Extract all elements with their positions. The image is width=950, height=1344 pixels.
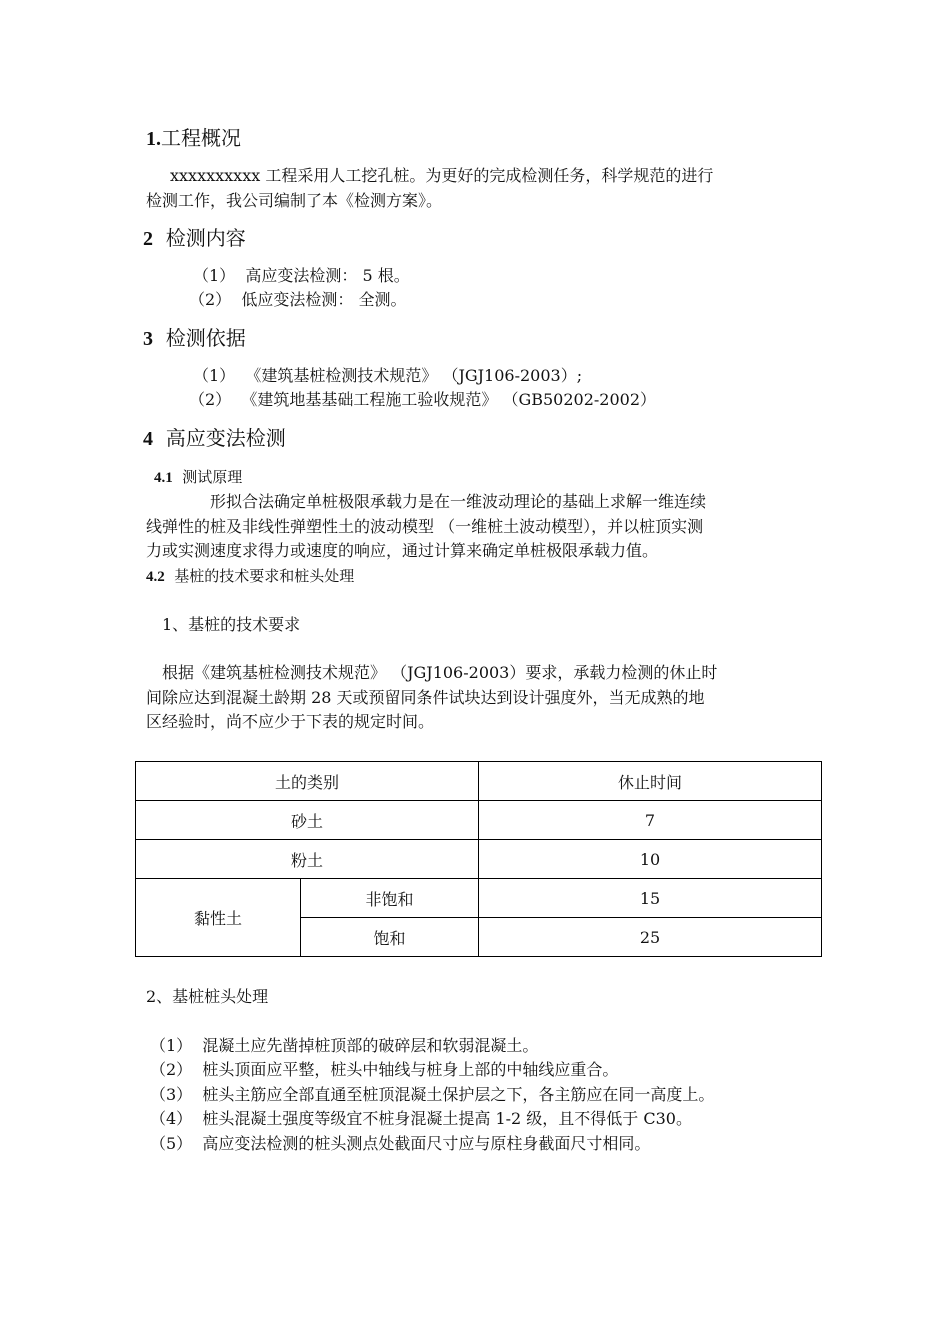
section-1-para-line1: xxxxxxxxxx 工程采用人工挖孔桩。为更好的完成检测任务，科学规范的进行 [170,166,714,185]
header-rest-time: 休止时间 [479,762,822,801]
item-number: （2） [189,290,232,309]
section-3-item [189,388,656,412]
item-number: （1） [193,266,236,285]
subsection-4-2-heading [146,565,354,586]
principle-line: 线弹性的桩及非线性弹塑性土的波动模型 （一维桩土波动模型），并以桩顶实测 [146,517,704,536]
item-text: 桩头混凝土强度等级宜不桩身混凝土提高 1-2 级，且不得低于 C30。 [202,1109,692,1128]
requirement-line: 间除应达到混凝土龄期 28 天或预留同条件试块达到设计强度外，当无成熟的地 [146,688,705,707]
clay-soil-cell: 黏性土 [136,879,301,957]
pile-head-item [150,1034,538,1058]
section-2-item [193,264,410,288]
table-row [136,801,822,840]
rest-time-cell: 7 [479,801,822,840]
table-row [136,879,822,918]
item-number: （5） [150,1134,193,1153]
table-header-row [136,762,822,801]
pile-head-item [150,1058,618,1082]
item-text: 《建筑地基基础工程施工验收规范》 （GB50202-2002） [241,390,657,409]
item-number: （1） [150,1036,193,1055]
rest-time-cell: 10 [479,840,822,879]
section-1-heading [146,122,241,151]
section-1-para-line2: 检测工作，我公司编制了本《检测方案》。 [146,191,443,210]
item-number: （2） [189,390,232,409]
principle-line: 力或实测速度求得力或速度的响应，通过计算来确定单桩极限承载力值。 [146,541,659,560]
pile-head-item [150,1107,692,1131]
rest-time-table [135,761,822,957]
item-text: 混凝土应先凿掉桩顶部的破碎层和软弱混凝土。 [202,1036,539,1055]
item-text: 高应变法检测： 5 根。 [245,266,410,285]
requirement-line: 根据《建筑基桩检测技术规范》 （JGJ106-2003）要求，承载力检测的休止时 [162,663,718,682]
item-number: （4） [150,1109,193,1128]
table-row [136,840,822,879]
section-2-title: 检测内容 [165,226,246,250]
item-text: 桩头顶面应平整，桩头中轴线与桩身上部的中轴线应重合。 [202,1060,619,1079]
section-3-title: 检测依据 [165,326,246,350]
section-1-number: 1. [146,128,161,150]
rest-time-cell: 25 [479,918,822,957]
clay-subtype-cell: 非饱和 [301,879,479,918]
section-2-heading [143,222,246,251]
item-number: （3） [150,1085,193,1104]
pile-head-item [150,1083,714,1107]
subsection-4-1-heading [154,466,242,487]
section-4-number: 4 [143,428,153,450]
rest-time-cell: 15 [479,879,822,918]
item-text: 高应变法检测的桩头测点处截面尺寸应与原柱身截面尺寸相同。 [202,1134,651,1153]
header-soil-type: 土的类别 [136,762,479,801]
requirement-line: 区经验时，尚不应少于下表的规定时间。 [146,712,435,731]
soil-type-cell: 粉土 [136,840,479,879]
section-1-title: 工程概况 [161,126,241,150]
subsection-title: 基桩的技术要求和桩头处理 [174,567,355,585]
subsection-title: 测试原理 [182,468,243,486]
pile-head-item [150,1132,650,1156]
principle-line: 形拟合法确定单桩极限承载力是在一维波动理论的基础上求解一维连续 [210,492,707,511]
section-3-heading [143,322,246,351]
item-text: 桩头主筋应全部直通至桩顶混凝土保护层之下，各主筋应在同一高度上。 [202,1085,715,1104]
subsection-number: 4.1 [154,470,173,486]
subsection-number: 4.2 [146,569,165,585]
item-number: （2） [150,1060,193,1079]
pile-head-heading: 2、基桩桩头处理 [146,987,269,1006]
section-4-heading [143,422,286,451]
section-2-number: 2 [143,228,153,250]
clay-subtype-cell: 饱和 [301,918,479,957]
soil-type-cell: 砂土 [136,801,479,840]
section-3-item [193,364,582,388]
section-2-item [189,288,406,312]
requirement-heading: 1、基桩的技术要求 [162,615,301,634]
item-number: （1） [193,366,236,385]
item-text: 低应变法检测： 全测。 [241,290,407,309]
item-text: 《建筑基桩检测技术规范》 （JGJ106-2003）; [245,366,583,385]
section-4-title: 高应变法检测 [165,426,286,450]
section-3-number: 3 [143,328,153,350]
